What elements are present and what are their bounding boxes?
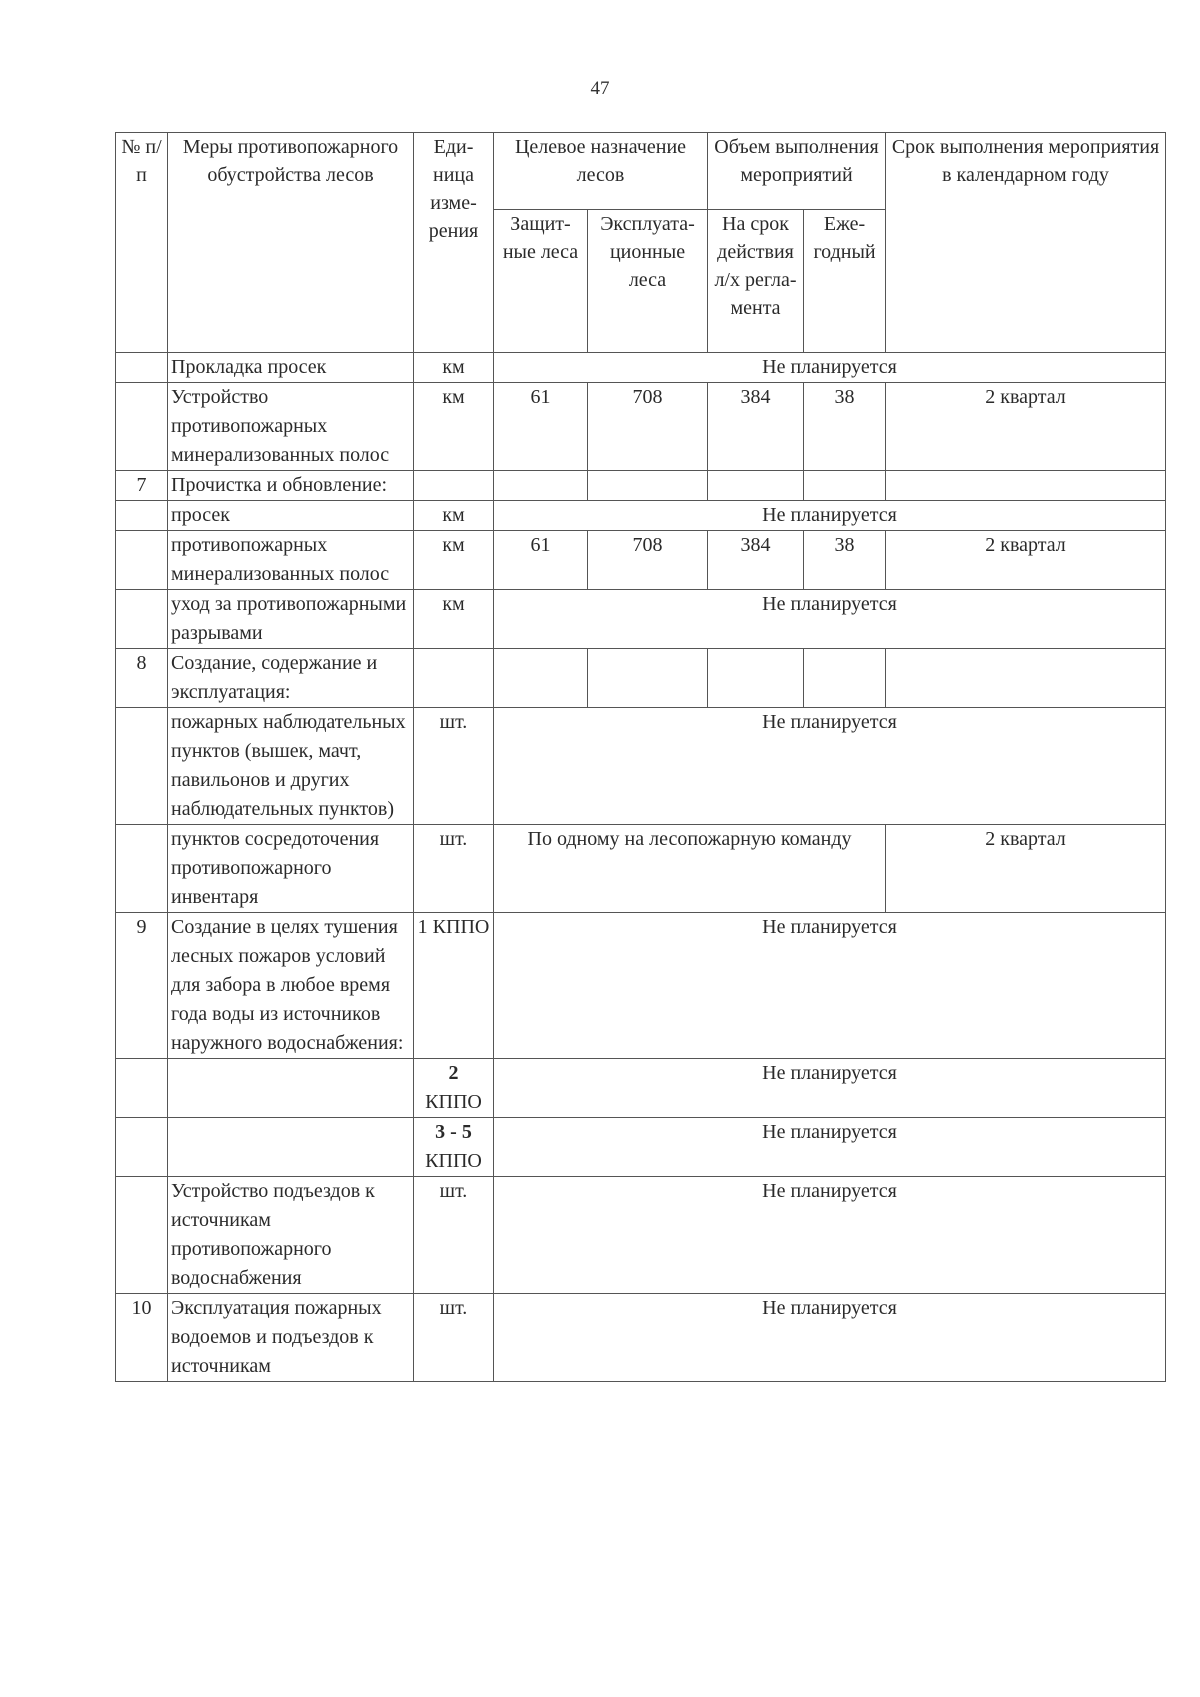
- row-merged-status: Не планируется: [494, 1118, 1166, 1177]
- row-num: 9: [116, 913, 168, 1059]
- row-num-cell: [116, 590, 168, 649]
- row-name: Устройство подъездов к источникам противопожарного водоснабжения: [168, 1177, 414, 1294]
- row-name: Устройство противопожарных минерализованных полос: [168, 383, 414, 471]
- row-annual: 38: [804, 383, 886, 471]
- table-row: [116, 501, 1166, 531]
- row-num-cell: [116, 1059, 168, 1118]
- page-number: 47: [590, 78, 610, 99]
- empty-cell: [804, 471, 886, 501]
- row-name: Создание в целях тушения лесных пожаров условий для забора в любое время года воды из источников наружного водоснабжения:: [168, 913, 414, 1059]
- header-exploitation: Эксплуата-ционные леса: [588, 210, 708, 353]
- row-num-cell: [116, 353, 168, 383]
- unit-text: КППО: [425, 1150, 482, 1172]
- header-annual: Еже-годный: [804, 210, 886, 353]
- row-num: 10: [116, 1294, 168, 1382]
- row-merged-status: Не планируется: [494, 501, 1166, 531]
- row-num-cell: [116, 383, 168, 471]
- table-row: [116, 1177, 1166, 1294]
- row-unit: [414, 1118, 494, 1177]
- row-num: 8: [116, 649, 168, 708]
- row-merged-status: Не планируется: [494, 353, 1166, 383]
- row-exploitation: 708: [588, 531, 708, 590]
- table-row: [116, 649, 1166, 708]
- row-num-cell: [116, 1177, 168, 1294]
- row-num-cell: [116, 825, 168, 913]
- row-merged-status: Не планируется: [494, 1059, 1166, 1118]
- fire-measures-table: [115, 132, 1166, 1382]
- header-purpose: Целевое назначение лесов: [494, 133, 708, 210]
- row-name: уход за противопожарными разрывами: [168, 590, 414, 649]
- empty-cell: [494, 471, 588, 501]
- table-row: [116, 1118, 1166, 1177]
- row-num-cell: [116, 1118, 168, 1177]
- table-row: [116, 383, 1166, 471]
- row-name: [168, 1059, 414, 1118]
- header-row-1: [116, 133, 1166, 210]
- row-name: Эксплуатация пожарных водоемов и подъездов к источникам: [168, 1294, 414, 1382]
- row-deadline: 2 квартал: [886, 383, 1166, 471]
- table-row: [116, 590, 1166, 649]
- row-unit: шт.: [414, 1177, 494, 1294]
- empty-cell: [804, 649, 886, 708]
- row-merged-status: Не планируется: [494, 913, 1166, 1059]
- table-row: [116, 1294, 1166, 1382]
- empty-cell: [708, 649, 804, 708]
- row-exploitation: 708: [588, 383, 708, 471]
- header-protective: Защит-ные леса: [494, 210, 588, 353]
- unit-number: 2: [448, 1062, 459, 1084]
- row-unit: км: [414, 383, 494, 471]
- row-unit: км: [414, 353, 494, 383]
- row-protective: 61: [494, 531, 588, 590]
- row-deadline: 2 квартал: [886, 825, 1166, 913]
- empty-cell: [414, 471, 494, 501]
- row-unit: 1 КППО: [414, 913, 494, 1059]
- row-name: Создание, содержание и эксплуатация:: [168, 649, 414, 708]
- row-protective: 61: [494, 383, 588, 471]
- row-name: [168, 1118, 414, 1177]
- header-unit: Еди-ница изме-рения: [414, 133, 494, 353]
- row-merged-status: Не планируется: [494, 1294, 1166, 1382]
- row-deadline: 2 квартал: [886, 531, 1166, 590]
- header-deadline: Срок выполнения мероприятия в календарном году: [886, 133, 1166, 353]
- row-merged-status: По одному на лесопожарную команду: [494, 825, 886, 913]
- empty-cell: [886, 649, 1166, 708]
- row-unit: [414, 1059, 494, 1118]
- empty-cell: [414, 649, 494, 708]
- header-num: № п/п: [116, 133, 168, 353]
- unit-text: КППО: [425, 1091, 482, 1113]
- row-name: пожарных наблюдательных пунктов (вышек, мачт, павильонов и других наблюдательных пунктов): [168, 708, 414, 825]
- row-name: Прочистка и обновление:: [168, 471, 414, 501]
- row-term: 384: [708, 531, 804, 590]
- header-measures: Меры противопожарного обустройства лесов: [168, 133, 414, 353]
- row-unit: шт.: [414, 825, 494, 913]
- row-unit: шт.: [414, 708, 494, 825]
- row-unit: км: [414, 501, 494, 531]
- row-merged-status: Не планируется: [494, 590, 1166, 649]
- empty-cell: [708, 471, 804, 501]
- header-volume: Объем выполнения мероприятий: [708, 133, 886, 210]
- row-name: просек: [168, 501, 414, 531]
- row-name: противопожарных минерализованных полос: [168, 531, 414, 590]
- row-num: 7: [116, 471, 168, 501]
- table-row: [116, 531, 1166, 590]
- row-num-cell: [116, 531, 168, 590]
- table-row: [116, 825, 1166, 913]
- row-merged-status: Не планируется: [494, 1177, 1166, 1294]
- empty-cell: [588, 471, 708, 501]
- row-annual: 38: [804, 531, 886, 590]
- row-unit: км: [414, 531, 494, 590]
- empty-cell: [588, 649, 708, 708]
- table-row: [116, 708, 1166, 825]
- row-name: пунктов сосредоточения противопожарного инвентаря: [168, 825, 414, 913]
- row-name: Прокладка просек: [168, 353, 414, 383]
- row-merged-status: Не планируется: [494, 708, 1166, 825]
- unit-number: 3 - 5: [435, 1121, 472, 1143]
- table-row: [116, 471, 1166, 501]
- table-row: [116, 353, 1166, 383]
- row-num-cell: [116, 501, 168, 531]
- row-num-cell: [116, 708, 168, 825]
- row-term: 384: [708, 383, 804, 471]
- table-row: [116, 1059, 1166, 1118]
- header-term: На срок действия л/х регла-мента: [708, 210, 804, 353]
- empty-cell: [886, 471, 1166, 501]
- row-unit: км: [414, 590, 494, 649]
- table-row: [116, 913, 1166, 1059]
- row-unit: шт.: [414, 1294, 494, 1382]
- empty-cell: [494, 649, 588, 708]
